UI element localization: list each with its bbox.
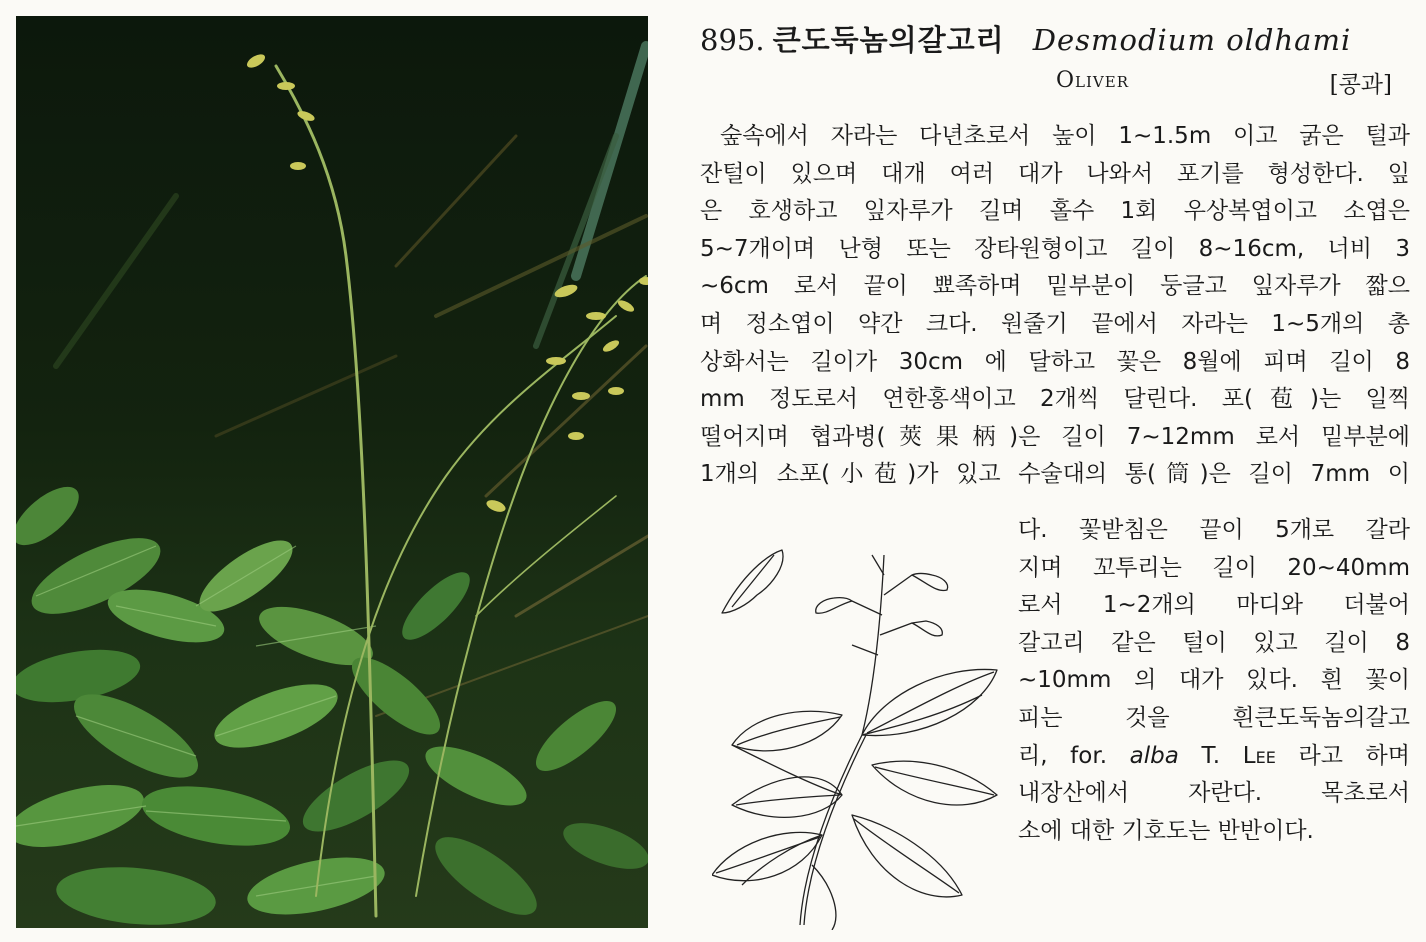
description-line: 1개의 소포(小苞)가 있고 수술대의 통(筒)은 길이 7mm 이 [700, 461, 1410, 488]
description-line: 은 호생하고 잎자루가 길며 홀수 1회 우상복엽이고 소엽은 [700, 198, 1410, 225]
description-line: 갈고리 같은 털이 있고 길이 8 [1018, 629, 1410, 656]
description-line: 로서 1~2개의 마디와 더불어 [1018, 592, 1410, 619]
description-line: 상화서는 길이가 30cm 에 달하고 꽃은 8월에 피며 길이 8 [700, 348, 1410, 375]
entry-number: 895. [700, 23, 765, 57]
description-line: ~10mm 의 대가 있다. 흰 꽃이 [1018, 667, 1410, 694]
entry-title [700, 20, 1400, 60]
korean-name: 큰도둑놈의갈고리 [772, 23, 1005, 57]
plant-photo-graphic [16, 16, 648, 928]
form-author-initial: T. [1178, 742, 1243, 769]
description-line: 다. 꽃받침은 끝이 5개로 갈라 [1018, 517, 1410, 543]
description-line: 지며 꼬투리는 길이 20~40mm [1018, 554, 1410, 581]
form-author: Lee [1242, 742, 1276, 769]
form-suffix: 라고 하며 [1275, 742, 1410, 769]
description-text [700, 118, 1410, 494]
description-line: 며 정소엽이 약간 크다. 원줄기 끝에서 자라는 1~5개의 총 [700, 310, 1410, 337]
description-line: 피는 것을 흰큰도둑놈의갈고 [1018, 704, 1410, 731]
description-line: 5~7개이며 난형 또는 장타원형이고 길이 8~16cm, 너비 3 [700, 235, 1410, 262]
entry-header [700, 20, 1400, 98]
botanical-drawing [712, 535, 1012, 930]
plant-photograph [16, 16, 648, 928]
description-continued [1018, 512, 1410, 850]
description-line: 숲속에서 자라는 다년초로서 높이 1~1.5m 이고 굵은 털과 [720, 123, 1410, 149]
plant-family: [콩과] [1329, 72, 1392, 98]
form-name-line [1018, 738, 1410, 776]
botanical-illustration [712, 535, 1012, 930]
form-name: alba [1129, 742, 1179, 769]
form-prefix: 리, for. [1018, 742, 1130, 769]
description-line: mm 정도로서 연한홍색이고 2개씩 달린다. 포(苞)는 일찍 [700, 386, 1410, 413]
description-line: 내장산에서 자란다. 목초로서 [1018, 780, 1410, 807]
description-line: 떨어지며 협과병(莢果柄)은 길이 7~12mm 로서 밑부분에 [700, 423, 1410, 450]
description-line: 잔털이 있으며 대개 여러 대가 나와서 포기를 형성한다. 잎 [700, 160, 1410, 187]
scientific-name: Desmodium oldhami [1032, 23, 1352, 57]
taxon-author: Oliver [1056, 68, 1129, 93]
description-line: ~6cm 로서 끝이 뾰족하며 밑부분이 둥글고 잎자루가 짧으 [700, 273, 1410, 300]
description-line: 소에 대한 기호도는 반반이다. [1018, 817, 1314, 844]
